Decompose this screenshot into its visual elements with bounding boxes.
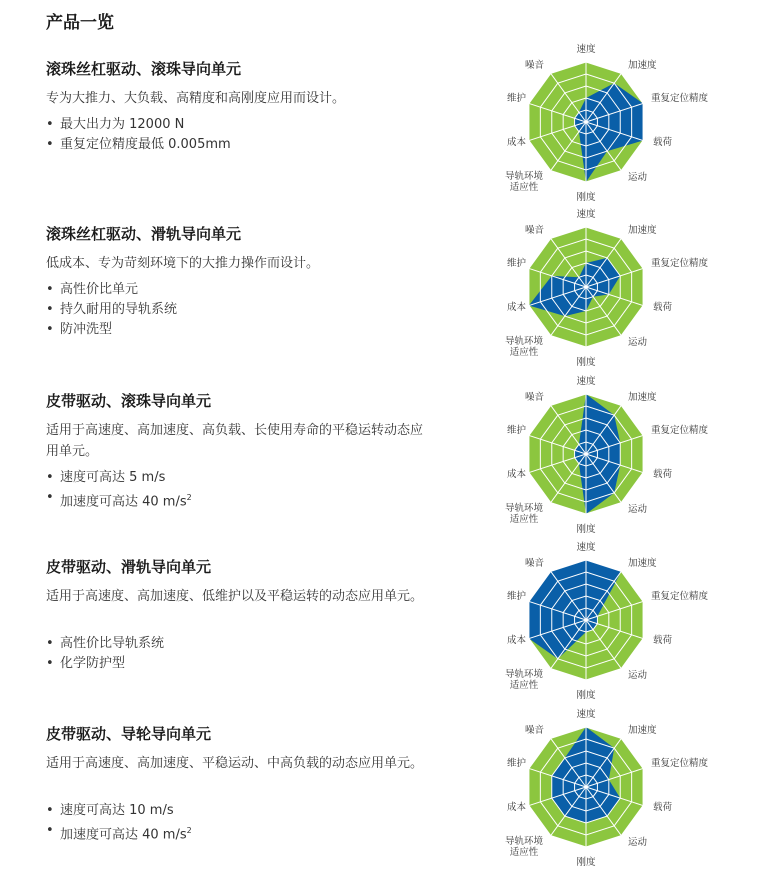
feature-text: 持久耐用的导轨系统 [60,302,178,317]
feature-text: 重复定位精度最低 0.005mm [60,137,231,152]
radar-axis-label: 加速度 [628,60,657,71]
radar-axis-label: 成本 [506,302,526,313]
feature-item [46,300,177,320]
radar-chart [490,538,730,703]
radar-axis-label: 载荷 [653,469,673,480]
product-title: 皮带驱动、滚珠导向单元 [46,392,212,410]
product-description: 适用于高速度、高加速度、平稳运动、中高负载的动态应用单元。 [46,756,424,771]
feature-item [46,488,192,512]
product-title: 皮带驱动、导轮导向单元 [46,725,212,743]
product-description: 适用于高速度、高加速度、低维护以及平稳运转的动态应用单元。 [46,589,424,604]
radar-axis-label: 维护 [506,258,526,269]
radar-axis-label: 成本 [506,635,526,646]
radar-axis-label: 导轨环境适应性 [504,669,544,691]
radar-axis-label: 重复定位精度 [651,258,709,269]
feature-text: 加速度可高达 40 m/s [60,494,187,510]
radar-axis-label: 维护 [506,93,526,104]
radar-axis-label: 噪音 [524,725,544,736]
radar-chart [490,372,730,537]
radar-axis-label: 重复定位精度 [651,591,709,602]
product-description: 适用于高速度、高加速度、高负载、长使用寿命的平稳运转动态应用单元。 [46,423,424,459]
feature-item [46,801,192,821]
unit-superscript: 2 [186,493,192,502]
product-block [0,40,757,205]
feature-list [46,115,231,155]
radar-axis-label: 维护 [506,591,526,602]
radar-axis-label: 刚度 [576,524,596,535]
radar-axis-label: 速度 [576,44,596,55]
radar-axis-label: 成本 [506,137,526,148]
product-block [0,538,757,703]
radar-axis-label: 维护 [506,425,526,436]
radar-axis-label: 刚度 [576,857,596,868]
radar-axis-label: 运动 [628,172,648,183]
feature-text: 高性价比导轨系统 [60,636,165,651]
radar-axis-label: 运动 [628,670,648,681]
feature-item [46,320,177,340]
radar-axis-label: 加速度 [628,558,657,569]
radar-axis-label: 刚度 [576,357,596,368]
radar-axis-label: 速度 [576,709,596,720]
radar-axis-label: 刚度 [576,192,596,203]
radar-axis-label: 载荷 [653,802,673,813]
radar-axis-label: 载荷 [653,302,673,313]
radar-axis-label: 刚度 [576,690,596,701]
radar-chart [490,40,730,205]
feature-text: 化学防护型 [60,656,126,671]
product-block [0,705,757,870]
radar-axis-label: 导轨环境适应性 [504,336,544,358]
radar-chart [490,205,730,370]
feature-text: 加速度可高达 40 m/s [60,827,187,843]
feature-item [46,821,192,845]
feature-item [46,468,192,488]
product-title: 滚珠丝杠驱动、滑轨导向单元 [46,225,242,243]
radar-axis-label: 运动 [628,837,648,848]
radar-axis-label: 载荷 [653,635,673,646]
feature-text: 高性价比单元 [60,282,139,297]
radar-axis-label: 噪音 [524,225,544,236]
product-block [0,372,757,537]
feature-text: 速度可高达 10 m/s [60,803,174,818]
product-block [0,205,757,370]
unit-superscript: 2 [186,826,192,835]
radar-axis-label: 重复定位精度 [651,93,709,104]
feature-list [46,468,192,512]
feature-item [46,280,177,300]
radar-axis-label: 维护 [506,758,526,769]
feature-list [46,634,164,674]
radar-axis-label: 运动 [628,337,648,348]
product-description: 低成本、专为苛刻环境下的大推力操作而设计。 [46,256,320,271]
radar-axis-label: 噪音 [524,60,544,71]
radar-axis-label: 成本 [506,802,526,813]
page-title: 产品一览 [46,13,114,33]
radar-axis-label: 速度 [576,542,596,553]
radar-axis-label: 速度 [576,376,596,387]
feature-item [46,634,164,654]
radar-axis-label: 导轨环境适应性 [504,171,544,193]
radar-axis-label: 导轨环境适应性 [504,503,544,525]
radar-axis-label: 噪音 [524,392,544,403]
radar-chart [490,705,730,870]
feature-text: 最大出力为 12000 N [60,117,185,132]
radar-axis-label: 导轨环境适应性 [504,836,544,858]
radar-axis-label: 重复定位精度 [651,425,709,436]
feature-list [46,801,192,845]
radar-axis-label: 加速度 [628,392,657,403]
radar-axis-label: 加速度 [628,225,657,236]
radar-axis-label: 速度 [576,209,596,220]
feature-text: 防冲洗型 [60,322,113,337]
radar-axis-label: 成本 [506,469,526,480]
product-title: 皮带驱动、滑轨导向单元 [46,558,212,576]
radar-axis-label: 重复定位精度 [651,758,709,769]
radar-axis-label: 加速度 [628,725,657,736]
feature-list [46,280,177,340]
feature-text: 速度可高达 5 m/s [60,470,166,485]
product-description: 专为大推力、大负载、高精度和高刚度应用而设计。 [46,91,346,106]
product-title: 滚珠丝杠驱动、滚珠导向单元 [46,60,242,78]
radar-axis-label: 载荷 [653,137,673,148]
radar-axis-label: 运动 [628,504,648,515]
feature-item [46,135,231,155]
radar-axis-label: 噪音 [524,558,544,569]
feature-item [46,115,231,135]
feature-item [46,654,164,674]
